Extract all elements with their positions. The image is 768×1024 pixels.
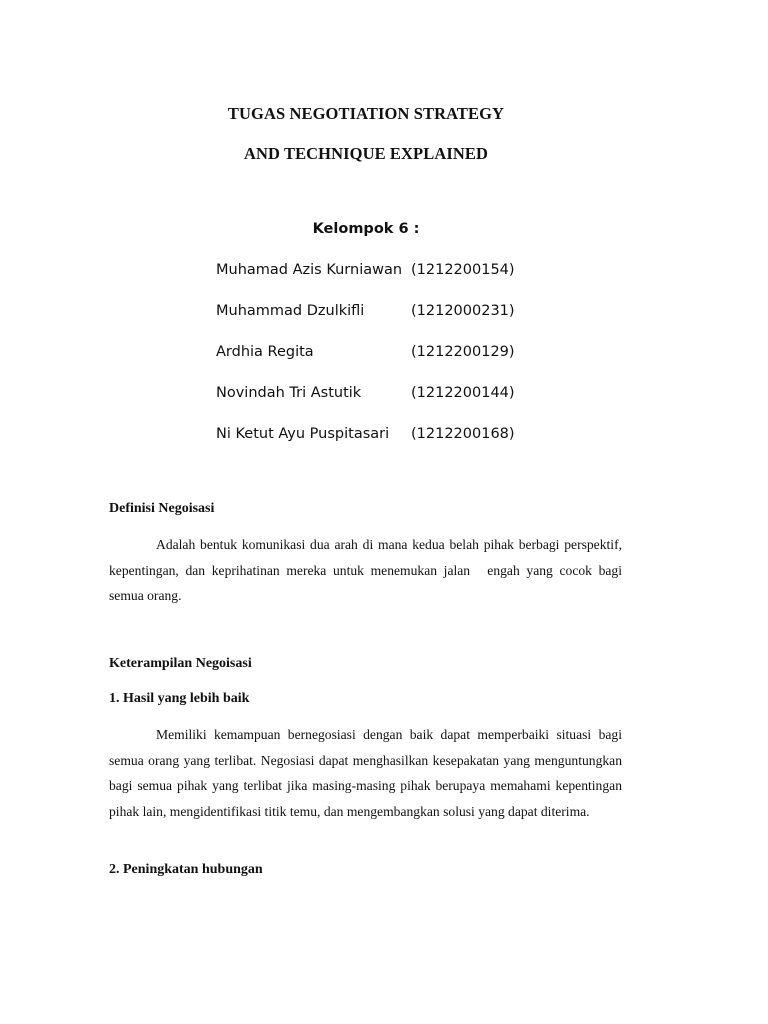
subheading-point-1: 1. Hasil yang lebih baik <box>109 691 250 706</box>
group-label: Kelompok 6 : <box>312 221 420 237</box>
member-nim: (1212200154) <box>411 262 515 278</box>
title-line-2: AND TECHNIQUE EXPLAINED <box>243 144 489 163</box>
member-name: Ardhia Regita <box>216 344 314 360</box>
member-name: Muhamad Azis Kurniawan <box>216 262 403 278</box>
member-name: Muhammad Dzulkifli <box>216 303 365 319</box>
member-nim: (1212200129) <box>411 344 515 360</box>
section-heading-definisi: Definisi Negoisasi <box>109 501 215 516</box>
paragraph-point-1: Memiliki kemampuan bernegosiasi dengan baik dapat memperbaiki situasi bagi semua orang yang terlibat. Negosiasi dapat menghasilkan kesepakatan yang menguntungkan bagi semua pihak yang terlibat jika masing-masing pihak berupaya memahami kepentingan pihak lain, mengidentifikasi titik temu, dan mengembangkan solusi yang dapat diterima. <box>109 727 622 819</box>
member-nim: (1212200144) <box>411 385 515 401</box>
paragraph-definisi: Adalah bentuk komunikasi dua arah di mana kedua belah pihak berbagi perspektif, kepentingan, dan keprihatinan mereka untuk menemukan jalan engah yang cocok bagi semua orang. <box>109 537 622 603</box>
title-line-1: TUGAS NEGOTIATION STRATEGY <box>227 104 505 123</box>
member-name: Ni Ketut Ayu Puspitasari <box>216 426 390 442</box>
section-heading-keterampilan: Keterampilan Negoisasi <box>109 656 252 671</box>
member-name: Novindah Tri Astutik <box>216 385 362 401</box>
member-nim: (1212200168) <box>411 426 515 442</box>
member-nim: (1212000231) <box>411 303 515 319</box>
subheading-point-2: 2. Peningkatan hubungan <box>109 862 263 877</box>
